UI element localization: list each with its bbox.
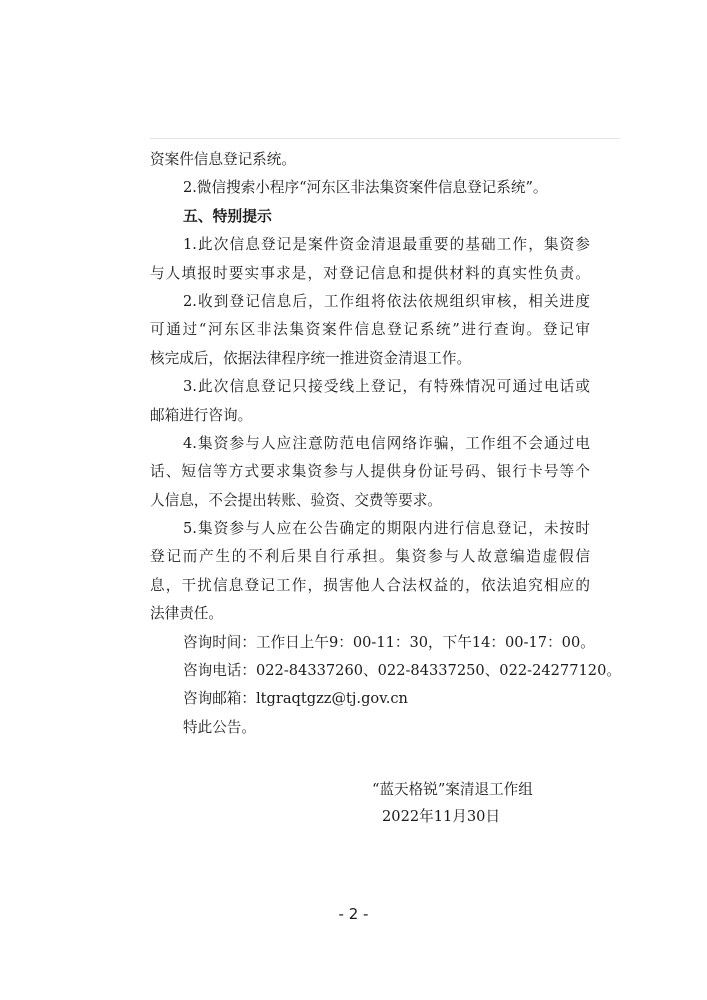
top-divider <box>150 138 620 139</box>
section-heading: 五、特别提示 <box>183 207 272 225</box>
consultation-phone: 咨询电话：022-84337260、022-84337250、022-24277120。 <box>183 662 621 680</box>
consultation-hours: 咨询时间：工作日上午9：00-11：30，下午14：00-17：00。 <box>183 633 595 651</box>
body-line: 核完成后，依据法律程序统一推进资金清退工作。 <box>150 349 472 367</box>
consultation-email: 咨询邮箱：ltgraqtgzz@tj.gov.cn <box>183 690 408 708</box>
body-line: 法律责任。 <box>150 605 223 623</box>
body-line: 2.微信搜索小程序“河东区非法集资案件信息登记系统”。 <box>183 179 548 197</box>
body-line: 话、短信等方式要求集资参与人提供身份证号码、银行卡号等个 <box>150 463 590 481</box>
body-line: 2.收到登记信息后，工作组将依法依规组织审核，相关进度 <box>183 292 590 310</box>
page-number: - 2 - <box>338 905 369 923</box>
body-line: 4.集资参与人应注意防范电信网络诈骗，工作组不会通过电 <box>183 434 590 452</box>
body-line: 可通过“河东区非法集资案件信息登记系统”进行查询。登记审 <box>150 321 590 339</box>
signature-date: 2022年11月30日 <box>382 808 501 825</box>
body-line: 资案件信息登记系统。 <box>150 151 296 168</box>
signature-block <box>372 776 533 830</box>
body-line: 1.此次信息登记是案件资金清退最重要的基础工作，集资参 <box>183 236 590 254</box>
body-line: 人信息，不会提出转账、验资、交费等要求。 <box>150 491 442 509</box>
body-line: 邮箱进行咨询。 <box>150 406 253 424</box>
body-line: 与人填报时要实事求是，对登记信息和提供材料的真实性负责。 <box>150 264 590 282</box>
closing-statement: 特此公告。 <box>183 718 256 736</box>
document-body <box>150 146 621 742</box>
body-line: 息，干扰信息登记工作，损害他人合法权益的，依法追究相应的 <box>150 576 590 594</box>
signature-organization: “蓝天格锐”案清退工作组 <box>372 781 533 798</box>
body-line: 3.此次信息登记只接受线上登记，有特殊情况可通过电话或 <box>183 378 590 396</box>
body-line: 登记而产生的不利后果自行承担。集资参与人故意编造虚假信 <box>150 548 590 566</box>
body-line: 5.集资参与人应在公告确定的期限内进行信息登记，未按时 <box>183 520 590 538</box>
